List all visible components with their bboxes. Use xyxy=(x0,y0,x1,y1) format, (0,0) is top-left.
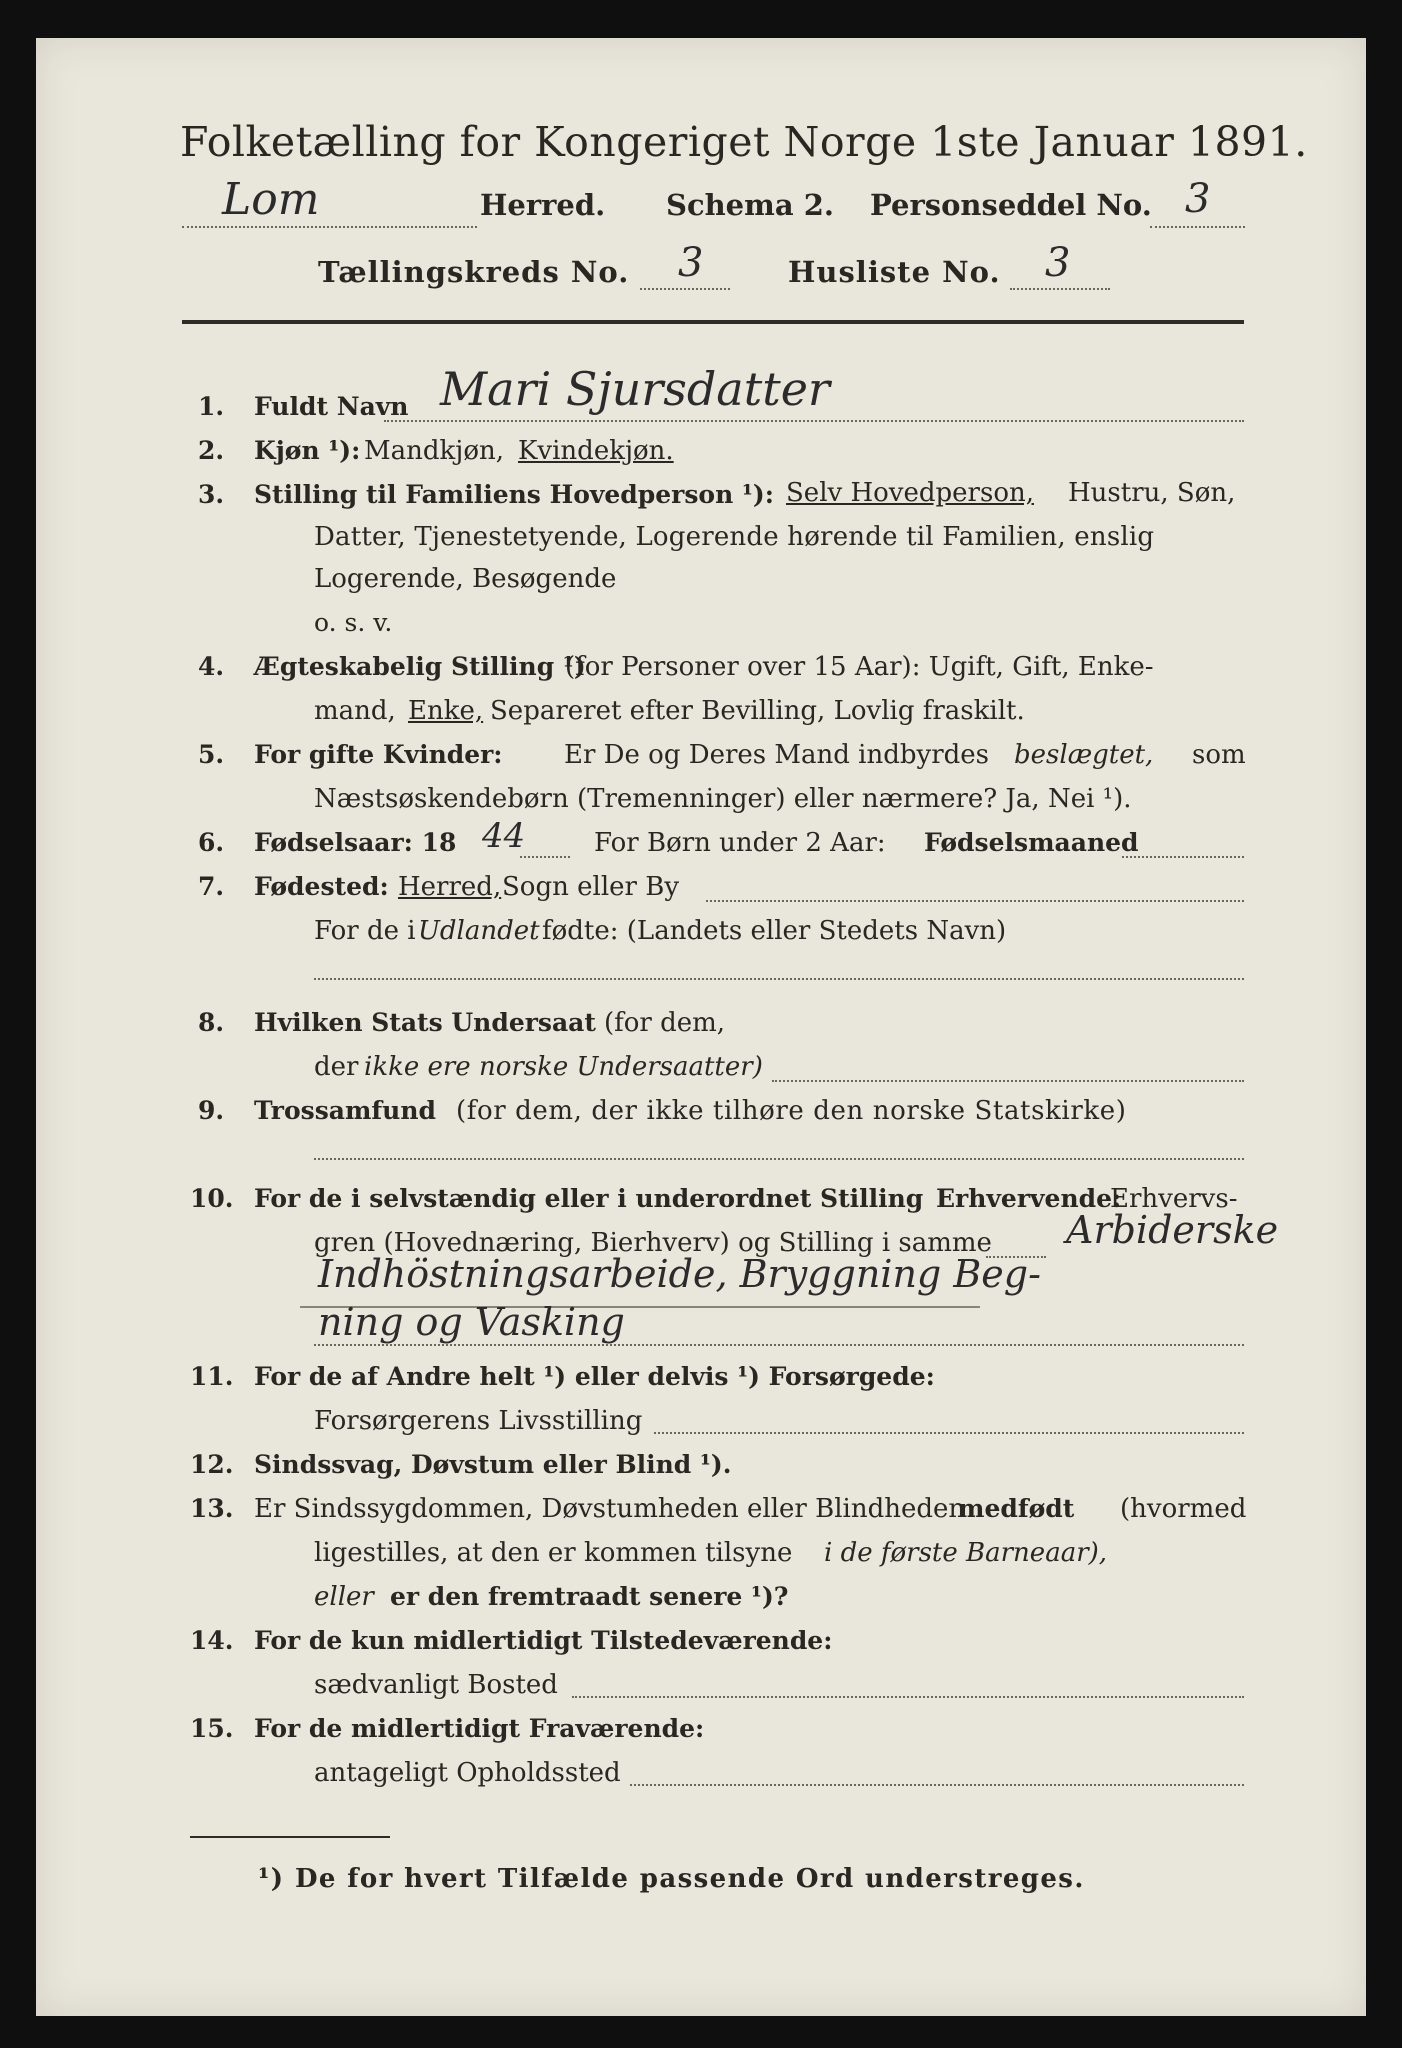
item-13-label-b: medfødt xyxy=(958,1494,1075,1523)
item-7-field-line-2 xyxy=(314,978,1244,980)
personseddel-label: Personseddel No. xyxy=(870,188,1152,222)
item-4-rest: (for Personer over 15 Aar): Ugift, Gift, Enke- xyxy=(565,652,1154,682)
item-11-number: 11. xyxy=(190,1362,234,1391)
personseddel-field-line xyxy=(1150,226,1245,228)
item-4-number: 4. xyxy=(198,652,225,681)
item-15-line2: antageligt Opholdssted xyxy=(314,1758,621,1788)
item-13-label: Er Sindssygdommen, Døvstumheden eller Blindheden xyxy=(254,1494,966,1524)
item-13-line3b: er den fremtraadt senere ¹)? xyxy=(390,1582,789,1611)
item-4-label: Ægteskabelig Stilling ¹) xyxy=(254,652,586,681)
item-5-end: som xyxy=(1192,740,1246,770)
item-13-line2-italic: i de første Barneaar), xyxy=(824,1538,1108,1568)
item-15-number: 15. xyxy=(190,1714,234,1743)
item-15-field-line xyxy=(630,1784,1244,1786)
item-7-number: 7. xyxy=(198,872,225,901)
item-6-field-line-2 xyxy=(1122,856,1244,858)
item-6-value: 44 xyxy=(482,816,526,856)
item-1-field-line xyxy=(384,420,1244,422)
item-6-rest: For Børn under 2 Aar: xyxy=(594,828,886,858)
item-4-selected: Enke, xyxy=(408,696,484,726)
item-5-line2: Næstsøskendebørn (Tremenninger) eller nærmere? Ja, Nei ¹). xyxy=(314,784,1132,814)
item-10-label: For de i selvstændig eller i underordnet Stilling xyxy=(254,1184,924,1213)
item-6-label: Fødselsaar: 18 xyxy=(254,828,457,857)
item-3-number: 3. xyxy=(198,480,225,509)
item-11-field-line xyxy=(654,1432,1244,1434)
husliste-label: Husliste No. xyxy=(788,255,1001,289)
kreds-field-line xyxy=(640,288,730,290)
personseddel-value: 3 xyxy=(1185,176,1211,222)
item-3-selected: Selv Hovedperson, xyxy=(786,478,1034,508)
item-8-field-line xyxy=(772,1080,1244,1082)
item-6-field-line xyxy=(520,856,570,858)
item-6-label2: Fødselsmaaned xyxy=(924,828,1139,857)
item-13-line3-italic: eller xyxy=(314,1582,374,1612)
item-10-handwritten-3: ning og Vasking xyxy=(318,1300,625,1344)
item-7-line2a: For de i xyxy=(314,916,416,946)
item-11-line2: Forsørgerens Livsstilling xyxy=(314,1406,643,1436)
form-title: Folketælling for Kongeriget Norge 1ste Januar 1891. xyxy=(180,118,1308,166)
item-12-number: 12. xyxy=(190,1450,234,1479)
item-3-line2: Datter, Tjenestetyende, Logerende hørende til Familien, enslig xyxy=(314,522,1155,552)
item-4-line2-rest: Separeret efter Bevilling, Lovlig fraskilt. xyxy=(490,696,1025,726)
item-9-number: 9. xyxy=(198,1096,225,1125)
item-7-line2-italic: Udlandet xyxy=(418,916,540,946)
item-7-line2b: fødte: (Landets eller Stedets Navn) xyxy=(542,916,1007,946)
herred-label: Herred. xyxy=(480,188,606,222)
item-14-label: For de kun midlertidigt Tilstedeværende: xyxy=(254,1626,833,1655)
item-3-line3: Logerende, Besøgende xyxy=(314,564,617,594)
footnote-divider xyxy=(190,1836,390,1838)
item-7-field-line xyxy=(706,900,1244,902)
item-13-line2a: ligestilles, at den er kommen tilsyne xyxy=(314,1538,793,1568)
item-2-label: Kjøn ¹): xyxy=(254,436,361,465)
item-13-number: 13. xyxy=(190,1494,234,1523)
item-10-field-line-2 xyxy=(314,1344,1244,1346)
item-9-field-line xyxy=(314,1158,1244,1160)
item-1-value: Mari Sjursdatter xyxy=(440,362,830,416)
item-8-line2-italic: ikke ere norske Undersaatter) xyxy=(364,1052,763,1082)
item-10-handwritten-2: Indhöstningsarbeide, Bryggning Beg- xyxy=(318,1252,1041,1296)
item-5-number: 5. xyxy=(198,740,225,769)
herred-field-line xyxy=(182,226,477,228)
item-14-number: 14. xyxy=(190,1626,234,1655)
item-7-rest: Sogn eller By xyxy=(502,872,680,902)
item-2-option-a: Mandkjøn, xyxy=(364,436,504,466)
item-8-number: 8. xyxy=(198,1008,225,1037)
kreds-value: 3 xyxy=(678,240,704,286)
item-11-label: For de af Andre helt ¹) eller delvis ¹) Forsørgede: xyxy=(254,1362,935,1391)
item-8-label: Hvilken Stats Undersaat xyxy=(254,1008,596,1037)
kreds-label: Tællingskreds No. xyxy=(318,255,630,289)
item-9-rest: (for dem, der ikke tilhøre den norske Statskirke) xyxy=(456,1096,1127,1126)
item-8-line2a: der xyxy=(314,1052,359,1082)
item-1-number: 1. xyxy=(198,392,225,421)
item-10-handwritten-1: Arbiderske xyxy=(1066,1208,1279,1252)
item-14-line2: sædvanligt Bosted xyxy=(314,1670,558,1700)
item-10-line2: gren (Hovednæring, Bierhverv) og Stilling i samme xyxy=(314,1228,992,1258)
item-10-rest: Erhvervs- xyxy=(1110,1184,1238,1214)
husliste-field-line xyxy=(1010,288,1110,290)
item-5-label: For gifte Kvinder: xyxy=(254,740,503,769)
item-10-label-b: Erhvervende: xyxy=(936,1184,1122,1213)
item-1-label: Fuldt Navn xyxy=(254,392,409,421)
item-8-rest: (for dem, xyxy=(604,1008,726,1038)
item-2-option-b: Kvindekjøn. xyxy=(518,436,674,466)
item-7-selected: Herred, xyxy=(398,872,502,902)
footnote: ¹) De for hvert Tilfælde passende Ord understreges. xyxy=(258,1864,1085,1894)
item-14-field-line xyxy=(572,1696,1244,1698)
item-2-number: 2. xyxy=(198,436,225,465)
item-13-rest: (hvormed xyxy=(1120,1494,1247,1524)
herred-value: Lom xyxy=(222,174,320,225)
item-10-number: 10. xyxy=(190,1184,234,1213)
schema-label: Schema 2. xyxy=(666,188,834,222)
header-divider xyxy=(182,320,1244,324)
item-3-line4: o. s. v. xyxy=(314,608,393,637)
item-9-label: Trossamfund xyxy=(254,1096,437,1125)
item-6-number: 6. xyxy=(198,828,225,857)
item-12-label: Sindssvag, Døvstum eller Blind ¹). xyxy=(254,1450,732,1479)
item-15-label: For de midlertidigt Fraværende: xyxy=(254,1714,705,1743)
item-4-line2a: mand, xyxy=(314,696,396,726)
husliste-value: 3 xyxy=(1045,240,1071,286)
item-5-rest: Er De og Deres Mand indbyrdes xyxy=(564,740,990,770)
item-7-label: Fødested: xyxy=(254,872,389,901)
item-5-italic: beslægtet, xyxy=(1014,740,1154,770)
item-3-label: Stilling til Familiens Hovedperson ¹): xyxy=(254,480,774,509)
item-3-rest: Hustru, Søn, xyxy=(1068,478,1236,508)
